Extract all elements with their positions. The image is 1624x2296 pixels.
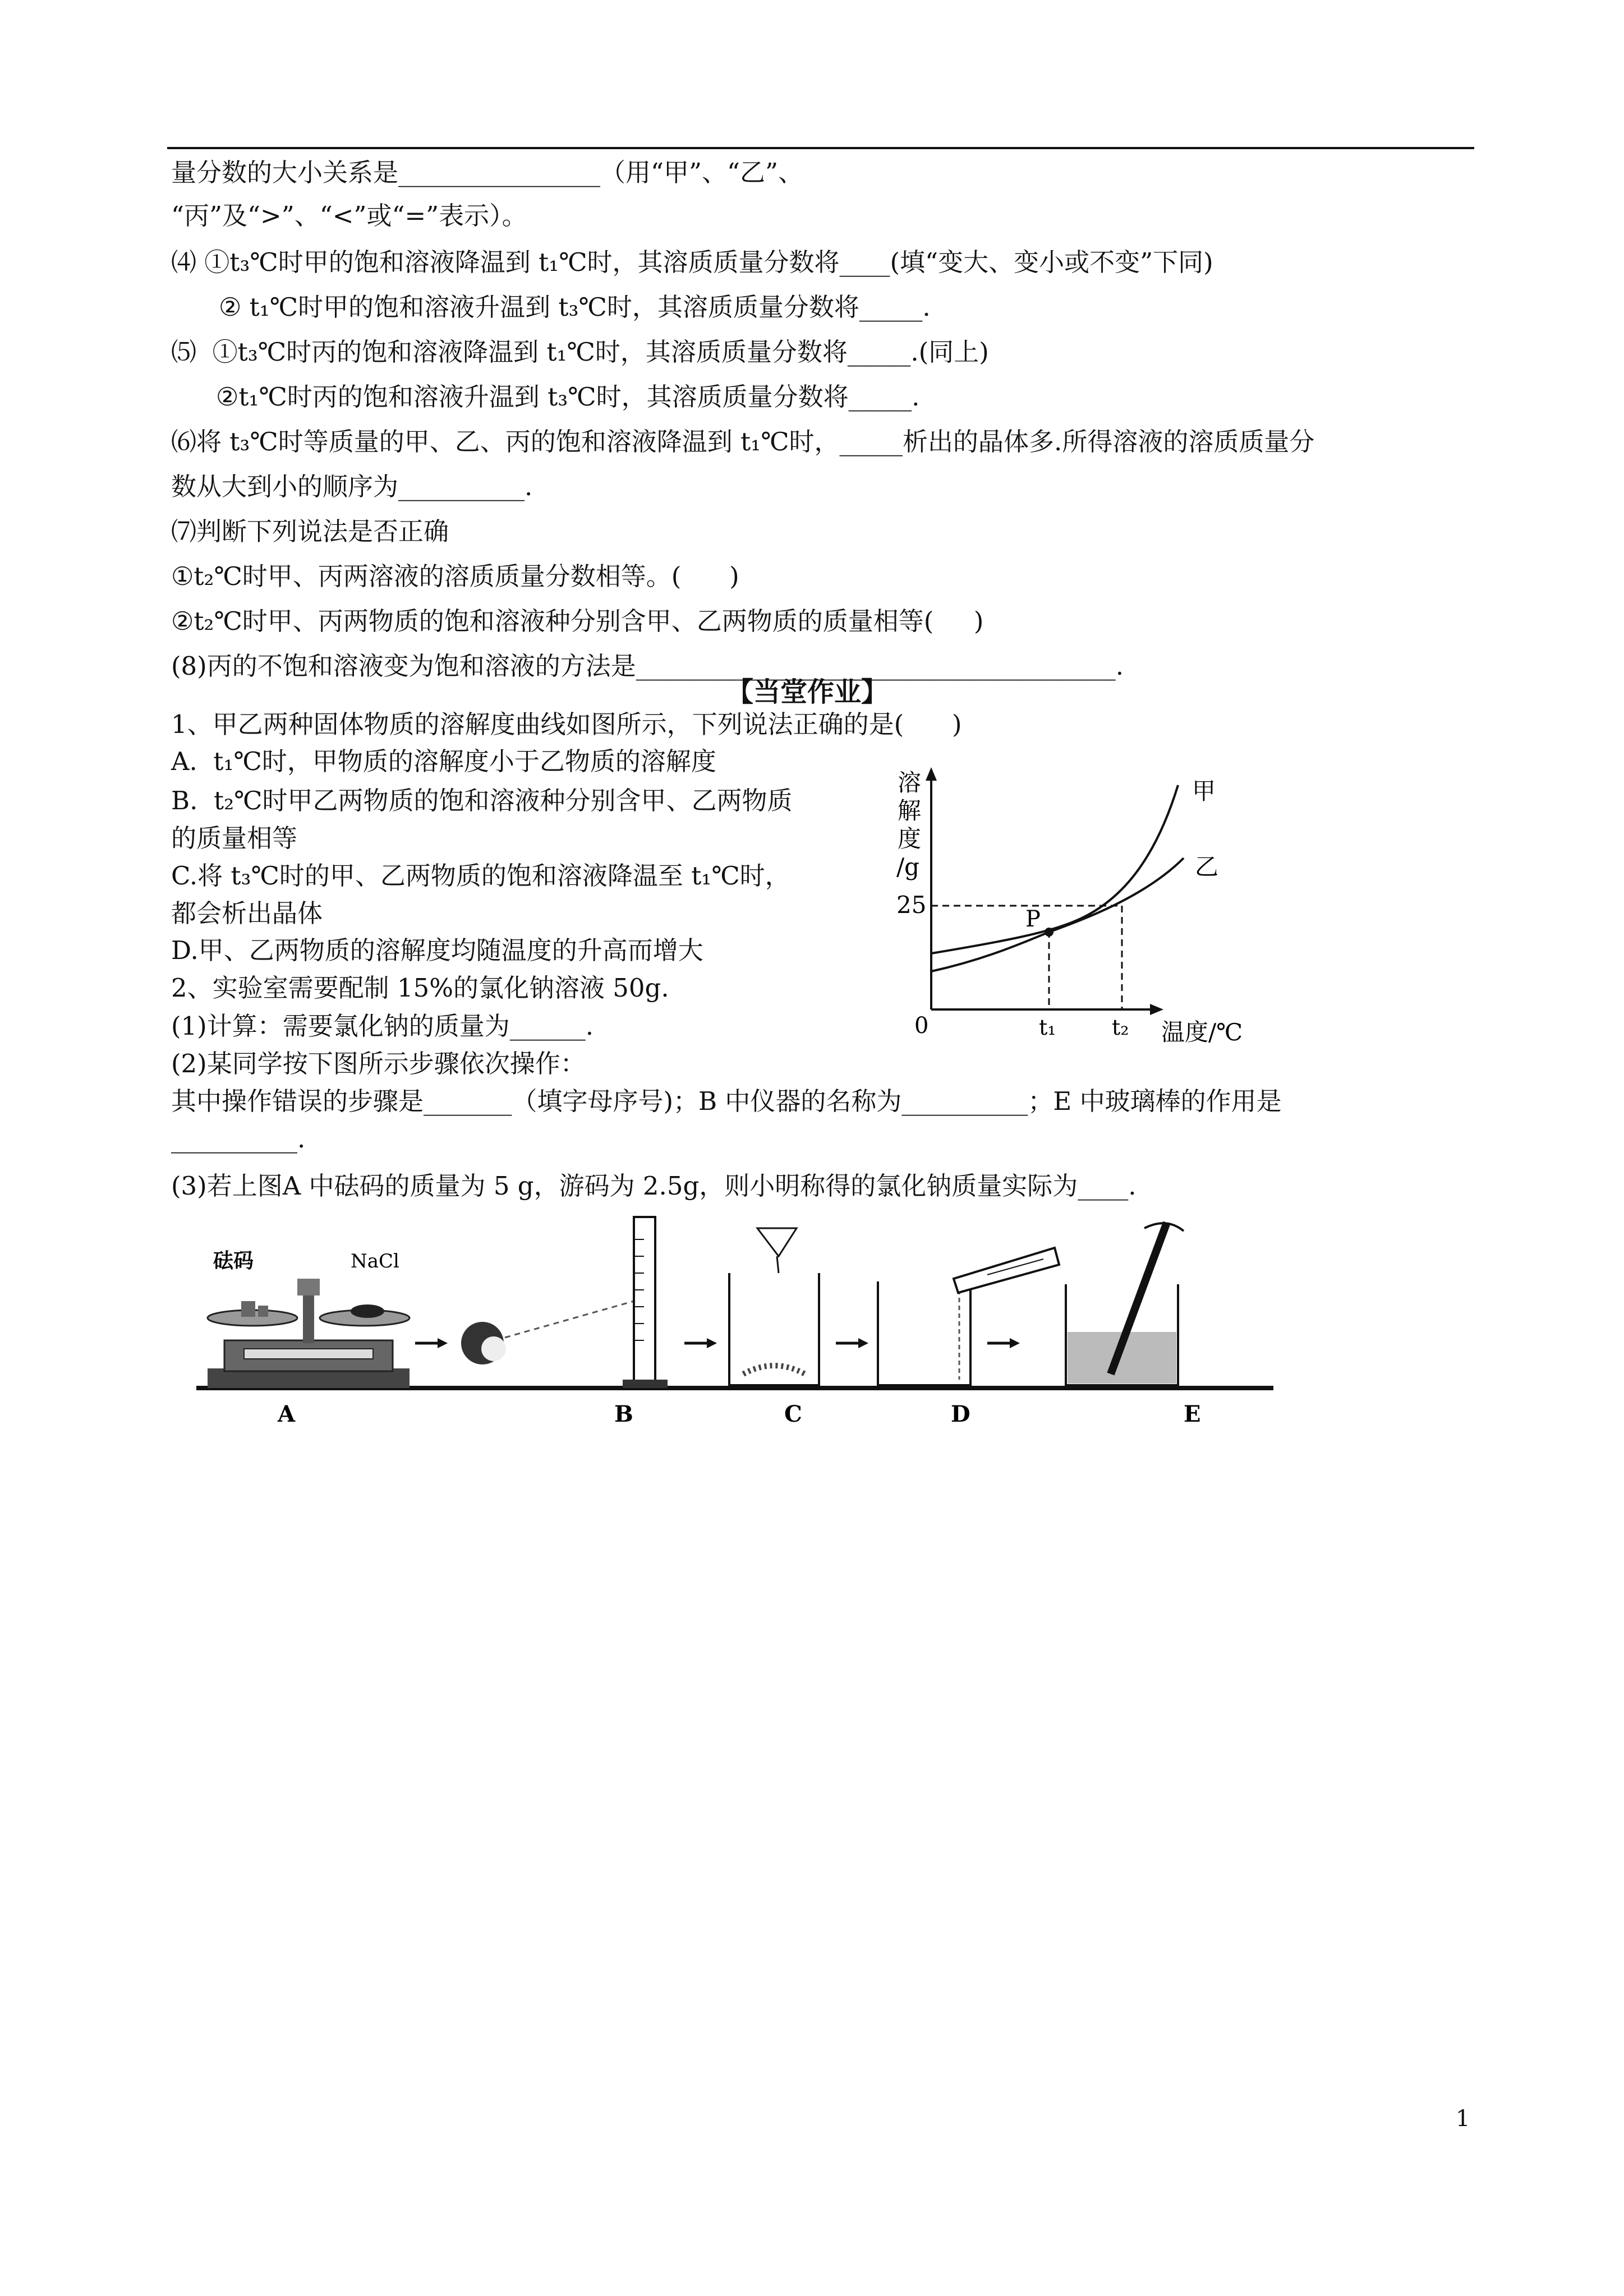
header-rule <box>167 147 1474 149</box>
question-2-part-1: (1)计算：需要氯化钠的质量为______. <box>171 1011 594 1041</box>
text-line: ⑸ ①t₃℃时丙的饱和溶液降温到 t₁℃时，其溶质质量分数将_____.(同上) <box>171 337 989 367</box>
salt-label: NaCl <box>351 1250 399 1273</box>
text-line: ①t₂℃时甲、丙两溶液的溶质质量分数相等。( ) <box>171 561 739 591</box>
question-2: 2、实验室需要配制 15%的氯化钠溶液 50g. <box>171 973 669 1003</box>
option-c-cont: 都会析出晶体 <box>171 898 323 928</box>
text-line: (8)丙的不饱和溶液变为饱和溶液的方法是______________________________________. <box>171 651 1124 681</box>
step-label: A <box>278 1401 296 1427</box>
option-b-cont: 的质量相等 <box>171 823 298 853</box>
arrow-head-icon <box>707 1338 717 1348</box>
section-title: 【当堂作业】 <box>726 676 889 708</box>
series-label: 乙 <box>1195 853 1219 880</box>
experiment-steps-figure <box>191 1206 1279 1441</box>
text-line: “丙”及“>”、“<”或“=”表示）。 <box>171 201 527 230</box>
solubility-chart <box>886 763 1290 1043</box>
x-axis-arrow <box>1150 1004 1163 1015</box>
sight-line <box>505 1301 634 1338</box>
x-tick-label: t₂ <box>1112 1015 1129 1040</box>
curve-yi <box>931 858 1184 971</box>
intersection-point <box>1045 928 1053 937</box>
option-b: B. t₂℃时甲乙两物质的饱和溶液种分别含甲、乙两物质 <box>171 786 793 815</box>
weight-label: 砝码 <box>213 1249 254 1273</box>
y-label-char: /g <box>896 853 920 880</box>
option-d: D.甲、乙两物质的溶解度均随温度的升高而增大 <box>171 935 703 965</box>
point-label: P <box>1025 906 1041 932</box>
text-line: ⑷ ①t₃℃时甲的饱和溶液降温到 t₁℃时，其溶质质量分数将____(填“变大、变小或不变”下同) <box>171 247 1213 277</box>
question-2-part-3: (3)若上图A 中砝码的质量为 5 g，游码为 2.5g，则小明称得的氯化钠质量实际为____. <box>171 1171 1137 1201</box>
step-label: E <box>1184 1401 1201 1427</box>
text-line: 数从大到小的顺序为__________. <box>171 472 533 501</box>
beaker-with-funnel-icon <box>729 1228 819 1385</box>
series-label: 甲 <box>1192 777 1216 805</box>
beaker-pouring-icon <box>878 1248 1059 1385</box>
text-line: ⑺判断下列说法是否正确 <box>171 517 449 546</box>
balance-icon <box>208 1279 410 1388</box>
reader-head-icon <box>461 1322 506 1364</box>
question-2-part-2: (2)某同学按下图所示步骤依次操作： <box>171 1049 586 1078</box>
text-line: 量分数的大小关系是________________（用“甲”、“乙”、 <box>171 158 804 187</box>
page-number: 1 <box>1456 2106 1470 2132</box>
origin-label: 0 <box>914 1013 929 1039</box>
option-c: C.将 t₃℃时的甲、乙两物质的饱和溶液降温至 t₁℃时， <box>171 861 790 891</box>
x-axis-label: 温度/℃ <box>1161 1018 1243 1043</box>
text-line: ② t₁℃时甲的饱和溶液升温到 t₃℃时，其溶质质量分数将_____. <box>219 292 931 322</box>
question-1: 1、甲乙两种固体物质的溶解度曲线如图所示，下列说法正确的是( ) <box>171 709 962 739</box>
graduated-cylinder-icon <box>623 1217 668 1388</box>
question-2-step-line-cont: __________. <box>171 1124 306 1154</box>
step-label: B <box>614 1401 633 1427</box>
question-2-step-line: 其中操作错误的步骤是_______（填字母序号)；B 中仪器的名称为__________；E 中玻璃棒的作用是 <box>171 1086 1282 1116</box>
y-label-char: 溶 <box>898 769 922 796</box>
y-label-char: 解 <box>898 797 922 824</box>
x-tick-label: t₁ <box>1039 1015 1056 1040</box>
step-label: C <box>784 1401 802 1427</box>
text-line: ⑹将 t₃℃时等质量的甲、乙、丙的饱和溶液降温到 t₁℃时，_____析出的晶体多.所得溶液的溶质质量分 <box>171 427 1315 457</box>
option-a: A. t₁℃时，甲物质的溶解度小于乙物质的溶解度 <box>171 746 716 776</box>
text-line: ②t₁℃时丙的饱和溶液升温到 t₃℃时，其溶质质量分数将_____. <box>216 382 920 412</box>
y-tick-label: 25 <box>896 891 927 919</box>
y-label-char: 度 <box>898 825 922 852</box>
arrow-head-icon <box>438 1338 448 1348</box>
arrow-head-icon <box>1010 1338 1020 1348</box>
step-label: D <box>951 1401 970 1427</box>
beaker-stirring-icon <box>1066 1223 1184 1385</box>
curve-jia <box>931 785 1178 953</box>
y-axis-arrow <box>926 767 937 781</box>
arrow-head-icon <box>858 1338 868 1348</box>
text-line: ②t₂℃时甲、丙两物质的饱和溶液种分别含甲、乙两物质的质量相等( ) <box>171 606 984 636</box>
